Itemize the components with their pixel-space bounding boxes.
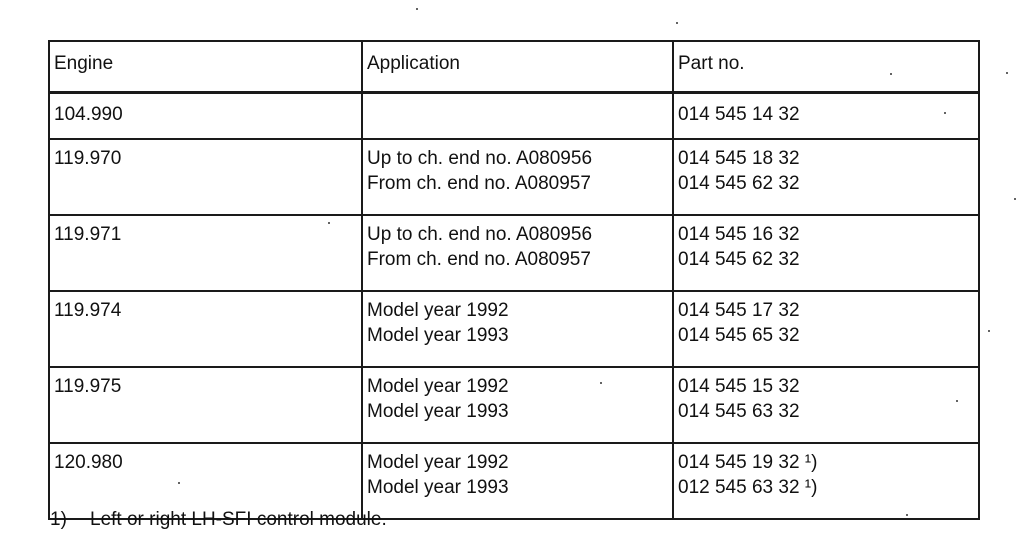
scan-speck — [988, 330, 990, 332]
application-line: Up to ch. end no. A080956 — [367, 224, 593, 245]
application-cell — [362, 139, 673, 215]
scan-speck — [944, 112, 946, 114]
scan-speck — [676, 22, 678, 24]
scan-speck — [1006, 72, 1008, 74]
part-no-line: 014 545 62 32 — [678, 173, 800, 194]
application-cell — [362, 443, 673, 519]
scan-speck — [956, 400, 958, 402]
table-row — [49, 367, 979, 443]
application-line: Model year 1992 — [367, 376, 509, 397]
part-no-line: 014 545 63 32 — [678, 401, 800, 422]
parts-table — [48, 40, 980, 520]
table-header-row — [49, 41, 979, 93]
part-no-cell — [673, 367, 979, 443]
part-no-cell — [673, 215, 979, 291]
part-no-cell — [673, 93, 979, 140]
scan-speck — [416, 8, 418, 10]
scan-speck — [178, 482, 180, 484]
table-row — [49, 291, 979, 367]
application-line: Model year 1992 — [367, 300, 509, 321]
header-part-no: Part no. — [673, 41, 979, 93]
engine-cell: 119.971 — [49, 215, 362, 291]
application-cell — [362, 215, 673, 291]
footnote — [50, 508, 387, 532]
part-no-line: 014 545 65 32 — [678, 325, 800, 346]
table-row — [49, 139, 979, 215]
application-line: Model year 1993 — [367, 477, 509, 498]
scan-speck — [890, 73, 892, 75]
application-line: Model year 1993 — [367, 325, 509, 346]
engine-cell: 119.974 — [49, 291, 362, 367]
application-line: Up to ch. end no. A080956 — [367, 148, 593, 169]
scan-speck — [600, 382, 602, 384]
engine-cell: 119.975 — [49, 367, 362, 443]
part-no-cell — [673, 443, 979, 519]
application-line: Model year 1992 — [367, 452, 509, 473]
application-cell — [362, 291, 673, 367]
footnote-marker: 1) — [50, 509, 67, 530]
part-no-line: 014 545 16 32 — [678, 224, 800, 245]
engine-cell: 119.970 — [49, 139, 362, 215]
part-no-line: 014 545 14 32 — [678, 104, 800, 125]
application-line: From ch. end no. A080957 — [367, 173, 591, 194]
part-no-line: 014 545 17 32 — [678, 300, 800, 321]
application-cell — [362, 93, 673, 140]
part-no-line: 012 545 63 32 ¹) — [678, 477, 818, 498]
header-application: Application — [362, 41, 673, 93]
scan-speck — [328, 222, 330, 224]
part-no-line: 014 545 19 32 ¹) — [678, 452, 818, 473]
application-line: From ch. end no. A080957 — [367, 249, 591, 270]
header-engine: Engine — [49, 41, 362, 93]
part-no-cell — [673, 291, 979, 367]
engine-cell: 120.980 — [49, 443, 362, 519]
part-no-line: 014 545 62 32 — [678, 249, 800, 270]
part-no-line: 014 545 18 32 — [678, 148, 800, 169]
scan-speck — [906, 514, 908, 516]
engine-cell: 104.990 — [49, 93, 362, 140]
footnote-text: Left or right LH-SFI control module. — [90, 509, 387, 530]
table-row — [49, 93, 979, 140]
part-no-line: 014 545 15 32 — [678, 376, 800, 397]
application-line: Model year 1993 — [367, 401, 509, 422]
table-row — [49, 215, 979, 291]
application-cell — [362, 367, 673, 443]
part-no-cell — [673, 139, 979, 215]
scan-speck — [1014, 198, 1016, 200]
